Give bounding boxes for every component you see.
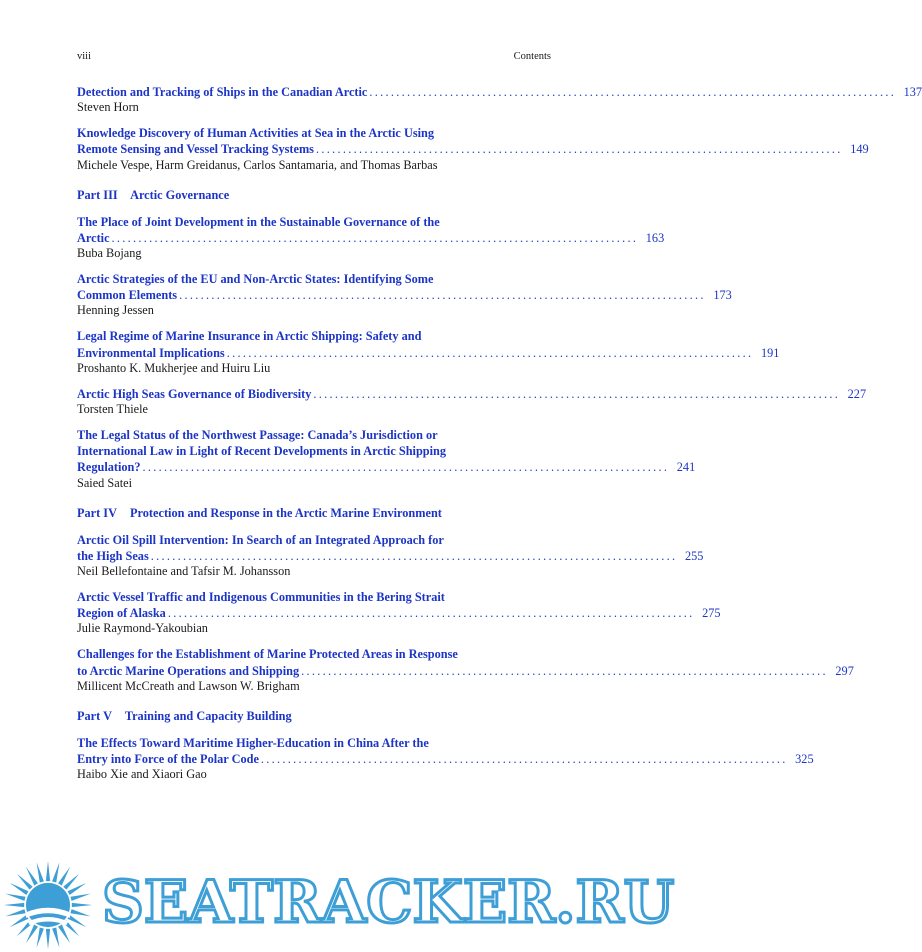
dot-leader: ..................................................................................................: [313, 386, 841, 401]
entry-title-last-line: [77, 386, 867, 402]
dot-leader: ..................................................................................................: [150, 548, 678, 563]
entry-page-number[interactable]: 275: [702, 606, 721, 621]
entry-title[interactable]: [77, 427, 696, 476]
toc-entry[interactable]: [77, 271, 732, 318]
entry-page-number[interactable]: 227: [847, 386, 867, 401]
entry-title-line: Arctic Strategies of the EU and Non-Arctic States: Identifying Some: [77, 272, 434, 287]
part-heading-iii[interactable]: [77, 187, 551, 203]
entry-title-text: Region of Alaska: [77, 606, 166, 621]
entry-page-number[interactable]: 149: [850, 142, 869, 157]
entry-title-last-line: [77, 548, 704, 564]
entry-title-last-line: [77, 230, 665, 246]
part-number: Part IV: [77, 505, 117, 520]
part-heading-iv[interactable]: [77, 505, 551, 521]
entry-title-line: The Legal Status of the Northwest Passage: Canada’s Jurisdiction or: [77, 428, 438, 443]
part-heading-v[interactable]: [77, 708, 551, 724]
entry-page-number[interactable]: 325: [795, 752, 814, 767]
entry-title-last-line: [77, 663, 854, 679]
entry-title-last-line: [77, 605, 721, 621]
entry-title-last-line: [77, 459, 696, 475]
entry-authors: Henning Jessen: [77, 303, 154, 318]
entry-title-line: Knowledge Discovery of Human Activities at Sea in the Arctic Using: [77, 126, 435, 141]
entry-authors: Saied Satei: [77, 475, 132, 490]
entry-title[interactable]: [77, 271, 732, 303]
entry-title-last-line: [77, 287, 732, 303]
entry-title-text: Environmental Implications: [77, 345, 225, 360]
toc-group-b: [77, 214, 867, 491]
entry-title[interactable]: [77, 214, 665, 246]
watermark: [0, 855, 675, 952]
sun-icon: [2, 859, 94, 951]
entry-title[interactable]: [77, 532, 704, 564]
entry-authors: Neil Bellefontaine and Tafsir M. Johansson: [77, 564, 291, 579]
toc-entry[interactable]: [77, 532, 704, 579]
dot-leader: ..................................................................................................: [111, 230, 639, 245]
entry-title-last-line: [77, 84, 922, 100]
entry-title-line: The Place of Joint Development in the Sustainable Governance of the: [77, 214, 440, 229]
entry-authors: Haibo Xie and Xiaori Gao: [77, 767, 207, 782]
part-number: Part III: [77, 187, 118, 202]
toc-entry[interactable]: [77, 125, 869, 172]
entry-page-number[interactable]: 137: [903, 85, 922, 99]
entry-title-line: International Law in Light of Recent Developments in Arctic Shipping: [77, 444, 447, 459]
entry-title-last-line: [77, 345, 780, 361]
entry-title-text: Remote Sensing and Vessel Tracking Systems: [77, 142, 314, 157]
entry-title-text: to Arctic Marine Operations and Shipping: [77, 663, 300, 678]
dot-leader: ..................................................................................................: [315, 142, 843, 157]
toc-entry[interactable]: [77, 214, 665, 261]
entry-title[interactable]: [77, 125, 869, 157]
entry-authors: Proshanto K. Mukherjee and Huiru Liu: [77, 360, 271, 375]
entry-authors: Michele Vespe, Harm Greidanus, Carlos Santamaria, and Thomas Barbas: [77, 157, 438, 172]
part-title: Training and Capacity Building: [124, 708, 292, 723]
running-header: [77, 51, 551, 62]
entry-title-line: Arctic Vessel Traffic and Indigenous Communities in the Bering Strait: [77, 590, 445, 605]
part-number: Part V: [77, 708, 112, 723]
entry-title-text: the High Seas: [77, 548, 149, 563]
entry-page-number[interactable]: 173: [713, 288, 732, 303]
toc-group-c: [77, 532, 854, 694]
entry-title-text: Regulation?: [77, 460, 141, 475]
part-title: Arctic Governance: [130, 187, 230, 202]
entry-authors: Buba Bojang: [77, 246, 142, 261]
entry-title-line: Arctic Oil Spill Intervention: In Search of an Integrated Approach for: [77, 532, 444, 547]
entry-title-text: Common Elements: [77, 288, 178, 303]
entry-authors: Millicent McCreath and Lawson W. Brigham: [77, 678, 300, 693]
watermark-text: SEATRACKER.RU: [102, 868, 675, 936]
entry-authors: Torsten Thiele: [77, 402, 148, 417]
toc-entry[interactable]: [77, 427, 696, 491]
entry-title[interactable]: [77, 735, 814, 767]
dot-leader: ..................................................................................................: [179, 288, 706, 303]
toc-entry[interactable]: [77, 589, 721, 636]
page-number: viii: [77, 51, 92, 62]
section-title: Contents: [513, 51, 551, 62]
entry-title-text: Entry into Force of the Polar Code: [77, 752, 259, 767]
entry-authors: Steven Horn: [77, 100, 139, 115]
entry-title-last-line: [77, 141, 869, 157]
part-title: Protection and Response in the Arctic Marine Environment: [130, 505, 442, 520]
entry-title-last-line: [77, 751, 814, 767]
dot-leader: ..................................................................................................: [226, 345, 754, 360]
entry-title-line: Legal Regime of Marine Insurance in Arctic Shipping: Safety and: [77, 329, 422, 344]
dot-leader: ..................................................................................................: [142, 460, 670, 475]
entry-page-number[interactable]: 241: [676, 460, 696, 475]
entry-title[interactable]: [77, 646, 854, 678]
entry-page-number[interactable]: 163: [645, 230, 665, 245]
entry-title[interactable]: [77, 328, 780, 360]
toc-entry[interactable]: [77, 84, 922, 115]
entry-page-number[interactable]: 297: [835, 663, 854, 678]
entry-title-line: Challenges for the Establishment of Marine Protected Areas in Response: [77, 647, 458, 662]
entry-title[interactable]: [77, 589, 721, 621]
toc-entry[interactable]: [77, 386, 867, 417]
entry-title[interactable]: [77, 386, 867, 402]
entry-authors: Julie Raymond-Yakoubian: [77, 621, 208, 636]
entry-page-number[interactable]: 255: [684, 548, 704, 563]
toc-group-d: [77, 735, 814, 782]
toc-entry[interactable]: [77, 735, 814, 782]
entry-title-line: The Effects Toward Maritime Higher-Education in China After the: [77, 735, 429, 750]
toc-entry[interactable]: [77, 328, 780, 375]
entry-title-text: Arctic High Seas Governance of Biodiversity: [77, 386, 312, 401]
table-of-contents: [77, 84, 922, 792]
toc-entry[interactable]: [77, 646, 854, 693]
dot-leader: ..................................................................................................: [260, 752, 788, 767]
toc-group-a: [77, 84, 922, 173]
dot-leader: ..................................................................................................: [301, 663, 828, 678]
dot-leader: ..................................................................................................: [167, 606, 695, 621]
entry-title[interactable]: [77, 84, 922, 100]
entry-page-number[interactable]: 191: [760, 345, 780, 360]
entry-title-text: Arctic: [77, 230, 110, 245]
dot-leader: ..................................................................................................: [369, 85, 897, 99]
entry-title-text: Detection and Tracking of Ships in the Canadian Arctic: [77, 85, 368, 99]
